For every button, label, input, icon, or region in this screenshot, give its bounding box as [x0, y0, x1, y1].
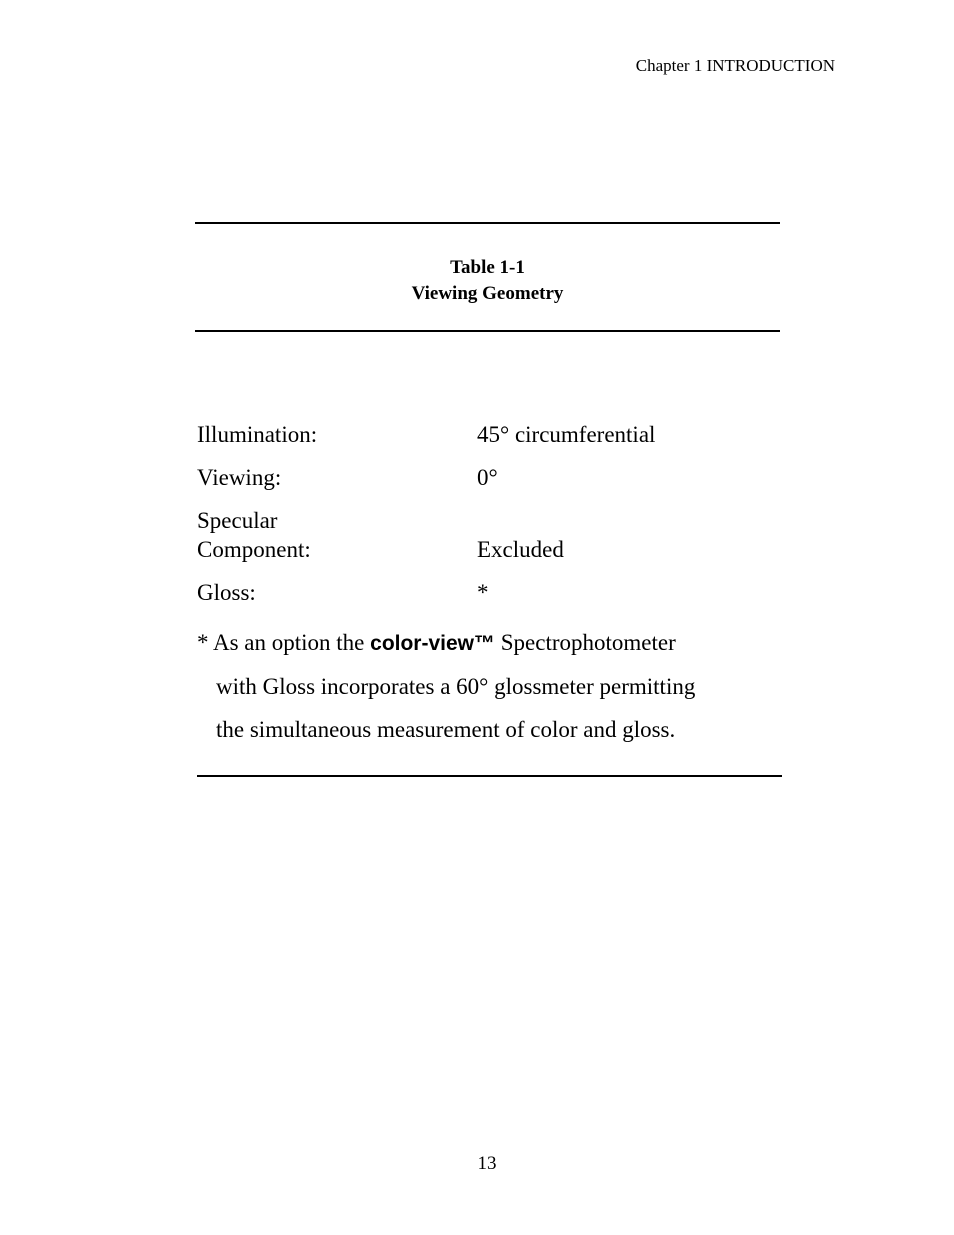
table-top-rule [195, 222, 780, 224]
footnote-line-2: with Gloss incorporates a 60° glossmeter permitting [216, 674, 696, 699]
row-value: 45° circumferential [477, 422, 656, 447]
table-footnote [197, 621, 777, 751]
row-label-line2: Component: [197, 537, 311, 562]
table-row-gloss [197, 578, 757, 607]
table-row-viewing [197, 463, 757, 492]
table-number: Table 1-1 [450, 257, 525, 278]
table-row-illumination [197, 420, 757, 449]
table-bottom-rule [197, 775, 782, 777]
table-header-rule [195, 330, 780, 332]
footnote-line1-rest: Spectrophotometer [495, 630, 676, 655]
footnote-line-3: the simultaneous measurement of color and gloss. [216, 717, 676, 742]
page-number: 13 [477, 1153, 497, 1174]
row-label-line1: Specular [197, 508, 278, 533]
footnote-line-1 [197, 621, 777, 665]
table-title: Viewing Geometry [411, 283, 564, 304]
row-label: Illumination: [197, 422, 318, 447]
row-label: Viewing: [197, 465, 282, 490]
row-label [197, 506, 467, 564]
footnote-lead: * As an option the [197, 630, 371, 655]
running-header: Chapter 1 INTRODUCTION [635, 56, 835, 75]
row-label: Gloss: [197, 580, 256, 605]
table-caption [195, 255, 780, 307]
brand-name: color-view™ [370, 632, 496, 655]
row-value: * [477, 580, 489, 605]
row-value: Excluded [477, 537, 564, 562]
table-row-specular-component [197, 506, 757, 564]
row-value: 0° [477, 465, 498, 490]
